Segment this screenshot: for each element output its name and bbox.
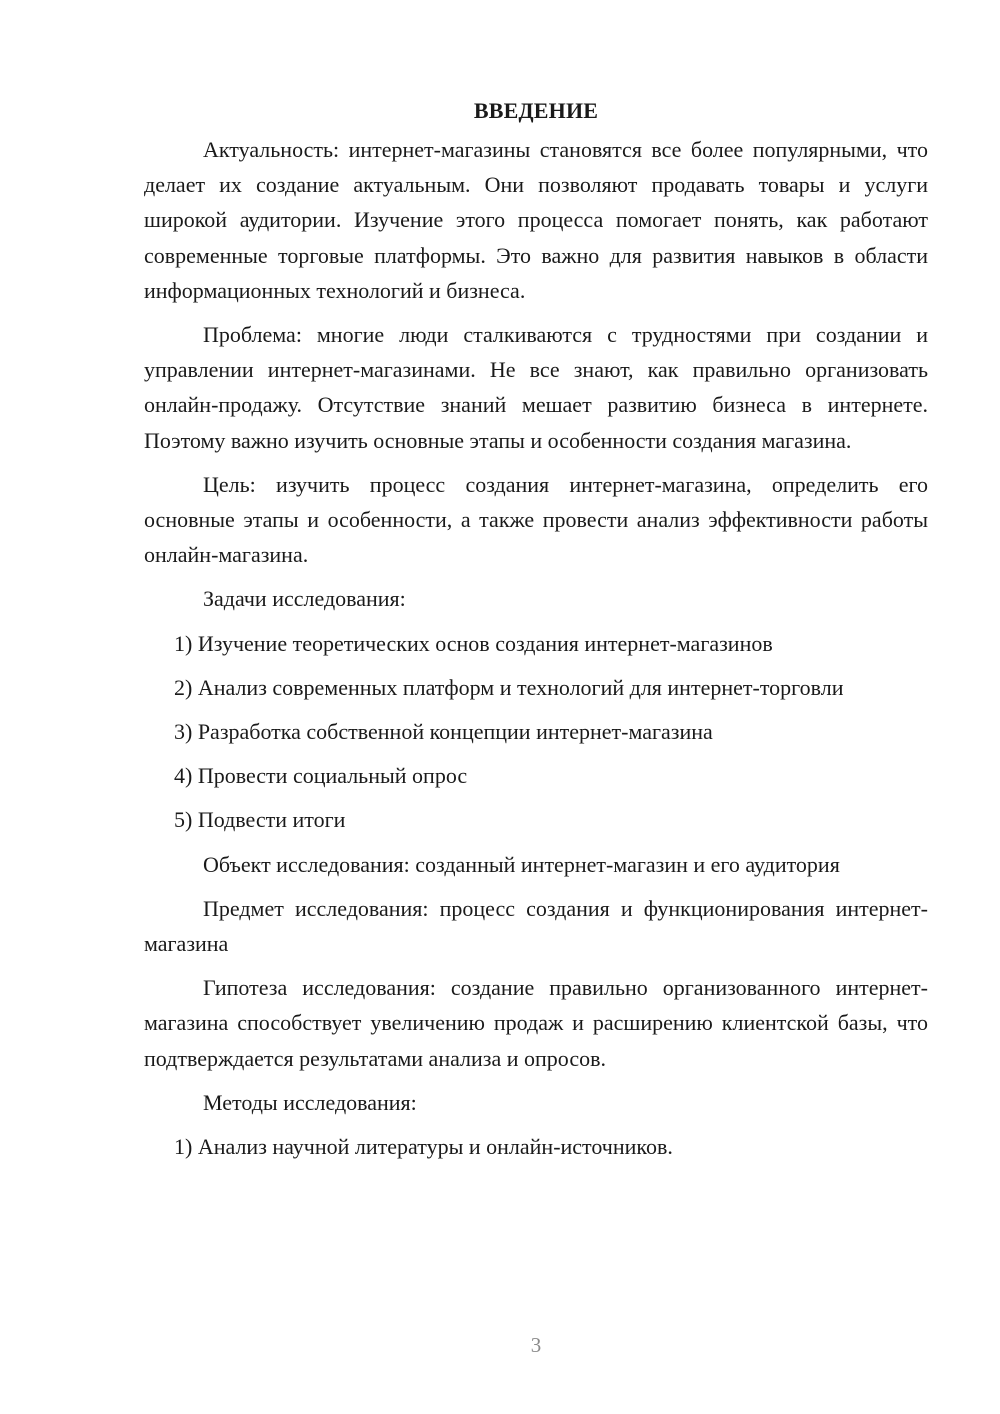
page-body bbox=[144, 96, 928, 1173]
paragraph-problem: Проблема: многие люди сталкиваются с трудностями при создании и управлении интернет-магазинами. Не все знают, как правильно организовать онлайн-продажу. Отсутствие знаний мешает развитию бизнеса в интернете. Поэтому важно изучить основные этапы и особенности создания магазина. bbox=[144, 322, 928, 453]
list-item-task-5: 5) Подвести итоги bbox=[174, 807, 346, 833]
paragraph-tasks-heading: Задачи исследования: bbox=[203, 586, 406, 612]
list-item-task-3: 3) Разработка собственной концепции интернет-магазина bbox=[174, 719, 713, 745]
paragraph-methods-heading: Методы исследования: bbox=[203, 1089, 417, 1115]
paragraph-hypothesis: Гипотеза исследования: создание правильно организованного интернет-магазина способствует увеличению продаж и расширению клиентской базы, что подтверждается результатами анализа и опросов. bbox=[144, 975, 928, 1071]
list-item-task-4: 4) Провести социальный опрос bbox=[174, 763, 468, 789]
page-number: 3 bbox=[530, 1333, 542, 1357]
paragraph-relevance: Актуальность: интернет-магазины становятся все более популярными, что делает их создание актуальным. Они позволяют продавать товары и услуги широкой аудитории. Изучение этого процесса помогает понять, как работают современные торговые платформы. Это важно для развития навыков в области информационных технологий и бизнеса. bbox=[144, 137, 928, 303]
paragraph-object: Объект исследования: созданный интернет-магазин и его аудитория bbox=[203, 851, 840, 877]
page-title: ВВЕДЕНИЕ bbox=[473, 98, 599, 123]
list-item-task-1: 1) Изучение теоретических основ создания интернет-магазинов bbox=[174, 630, 773, 656]
paragraph-subject: Предмет исследования: процесс создания и функционирования интернет-магазина bbox=[144, 895, 928, 957]
paragraph-goal: Цель: изучить процесс создания интернет-магазина, определить его основные этапы и особенности, а также провести анализ эффективности работы онлайн-магазина. bbox=[144, 471, 928, 568]
list-item-method-1: 1) Анализ научной литературы и онлайн-источников. bbox=[174, 1134, 673, 1160]
list-item-task-2: 2) Анализ современных платформ и технологий для интернет-торговли bbox=[174, 674, 844, 700]
